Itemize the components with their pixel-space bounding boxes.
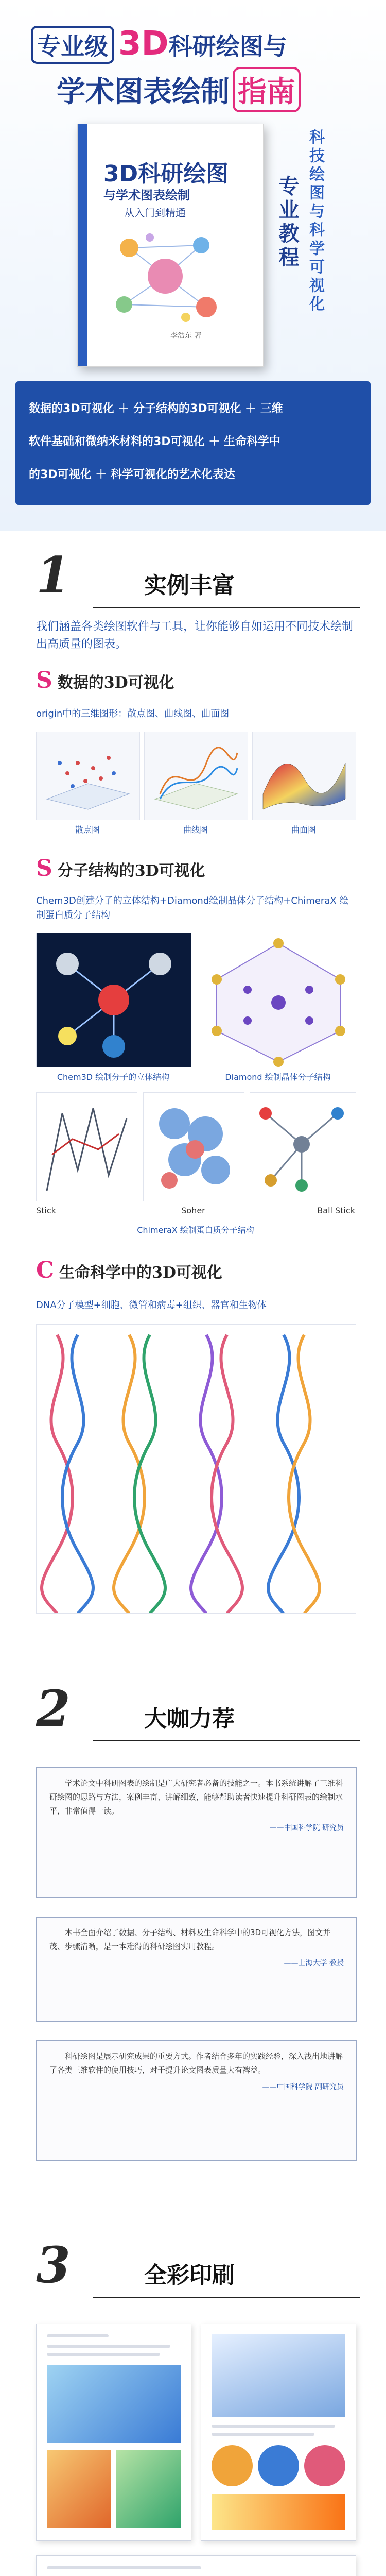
book-spine [78, 124, 87, 366]
protein-stick-image [36, 1092, 137, 1201]
feature-line: 的3D可视化 ＋ 科学可视化的艺术化表达 [29, 468, 235, 481]
caption: 曲线图 [183, 825, 208, 835]
dna-models-image [36, 1324, 356, 1614]
sample-page-image [36, 2555, 356, 2576]
title-line-2-text: 学术图表绘制 [57, 75, 230, 109]
sub-heading-glyph: S [36, 855, 52, 882]
recommendation-quote [36, 1917, 357, 2022]
sub-heading-life-science-3d [36, 1257, 222, 1283]
molecule-illustration [98, 222, 232, 330]
section-title: 全彩印刷 [144, 2262, 235, 2289]
section-title: 实例丰富 [144, 572, 235, 599]
sub-heading-molecule-3d [36, 855, 205, 882]
sample-page-image [201, 2324, 356, 2541]
section-1-intro: 我们涵盖各类绘图软件与工具，让你能够自如运用不同技术绘制出高质量的图表。 [36, 620, 354, 651]
sub-heading-text: 生命科学中的3D可视化 [59, 1264, 222, 1282]
section-divider [93, 2297, 360, 2298]
title-line-1-text: 科研绘图与 [168, 32, 287, 60]
feature-line: 数据的3D可视化 ＋ 分子结构的3D可视化 ＋ 三维 [29, 402, 283, 415]
protein-ballstick-image [250, 1092, 356, 1201]
sub-desc: origin中的三维图形：散点图、曲线图、曲面图 [36, 708, 230, 719]
title-line-1 [31, 25, 287, 64]
sub-heading-text: 分子结构的3D可视化 [57, 862, 205, 880]
sub-heading-glyph: C [36, 1257, 55, 1283]
section-2-head [0, 1680, 386, 1741]
section-number: 1 [36, 546, 71, 604]
book-subtitle: 与学术图表绘制 [103, 188, 190, 202]
sub-heading-text: 数据的3D可视化 [57, 674, 174, 692]
surface-plot-image [252, 732, 356, 820]
book-cover [77, 124, 264, 367]
hero-title [21, 15, 365, 118]
section-3-head [0, 2236, 386, 2298]
quote-text: 科研绘图是展示研究成果的重要方式。作者结合多年的实践经验，深入浅出地讲解了各类三维软件的使用技巧，对于提升论文图表质量大有裨益。 [49, 2052, 343, 2075]
feature-line: 软件基础和微纳米材料的3D可视化 ＋ 生命科学中 [29, 435, 280, 448]
caption: 曲面图 [291, 825, 316, 835]
diamond-crystal-image [201, 933, 356, 1067]
section-number: 3 [36, 2236, 71, 2294]
sub-desc: DNA分子模型+细胞、微管和病毒+组织、器官和生物体 [36, 1300, 267, 1311]
feature-box [15, 381, 371, 505]
sub-desc: Chem3D创建分子的立体结构+Diamond绘制晶体分子结构+ChimeraX 绘制蛋白质分子结构 [36, 895, 349, 921]
caption: Soher [181, 1206, 205, 1215]
title-highlight: 3D [118, 25, 169, 63]
section-1-head [0, 546, 386, 608]
section-divider [93, 607, 360, 608]
scatter-plot-image [36, 732, 140, 820]
sample-page-image [36, 2324, 191, 2541]
caption: ChimeraX 绘制蛋白质分子结构 [137, 1225, 254, 1235]
sub-heading-data-3d [36, 667, 174, 693]
section-title: 大咖力荐 [144, 1706, 235, 1732]
recommendation-quote [36, 1767, 357, 1898]
grade-badge: 专业级 [31, 26, 114, 64]
title-line-2 [57, 67, 301, 112]
protein-soher-image [143, 1092, 244, 1201]
quote-author: ——中国科学院 研究员 [269, 1824, 344, 1832]
sub-heading-glyph: S [36, 667, 52, 693]
quote-author: ——中国科学院 副研究员 [262, 2083, 344, 2091]
section-divider [93, 1740, 360, 1741]
caption: Chem3D 绘制分子的立体结构 [57, 1072, 170, 1082]
quote-text: 本书全面介绍了数据、分子结构、材料及生命科学中的3D可视化方法，图文并茂、步骤清晰，是一本难得的科研绘图实用教程。 [49, 1928, 331, 1951]
book-author: 李浩东 著 [170, 332, 202, 340]
caption: 散点图 [75, 825, 100, 835]
recommendation-quote [36, 2040, 357, 2161]
hero-header [0, 0, 386, 531]
chem3d-image [36, 933, 191, 1067]
quote-text: 学术论文中科研图表的绘制是广大研究者必备的技能之一。本书系统讲解了三维科研绘图的思路与方法，案例丰富、讲解细致，能够帮助读者快速提升科研图表的绘制水平，非常值得一读。 [49, 1778, 343, 1816]
book-title: 3D科研绘图 [103, 161, 229, 187]
quote-author: ——上海大学 教授 [284, 1959, 344, 1968]
side-tagline [268, 129, 345, 335]
book-tag: 从入门到精通 [124, 207, 186, 219]
caption: Diamond 绘制晶体分子结构 [225, 1072, 331, 1082]
side-tagline-big: 专业教程 [275, 175, 300, 270]
caption: Stick [36, 1206, 56, 1215]
caption: Ball Stick [317, 1206, 355, 1215]
section-number: 2 [36, 1680, 71, 1738]
side-tagline-small: 科技绘图与科学可视化 [306, 129, 324, 314]
line-plot-image [144, 732, 248, 820]
guide-tag: 指南 [233, 67, 301, 112]
